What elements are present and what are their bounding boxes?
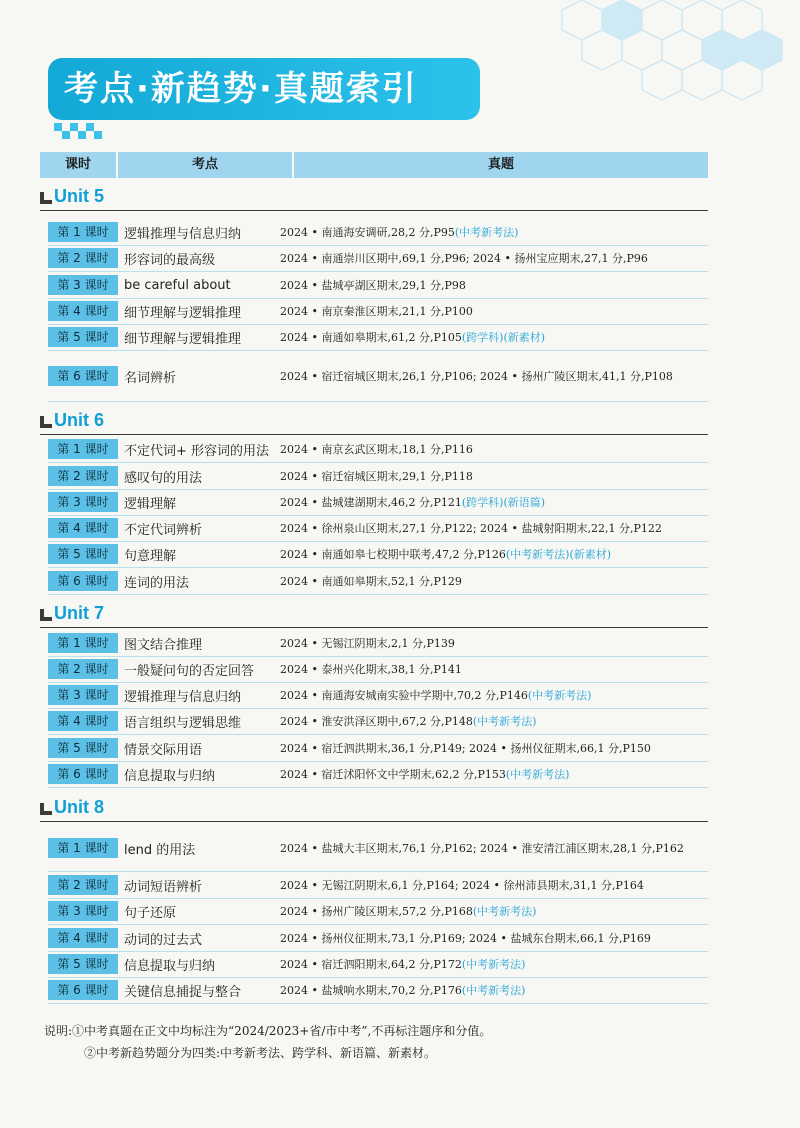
- unit-heading: [40, 412, 708, 435]
- source-cell: [280, 440, 708, 459]
- topic-cell: 连词的用法: [124, 575, 190, 591]
- source-cell: [280, 929, 708, 948]
- source-text: 2024 • 盐城响水期末,70,2 分,P176: [280, 983, 462, 997]
- topic-cell: 图文结合推理: [124, 637, 203, 653]
- lesson-badge: 第 4 课时: [48, 518, 118, 538]
- trend-tag: (跨学科)(新素材): [461, 330, 546, 344]
- table-row: [48, 298, 708, 325]
- source-cell: [280, 902, 708, 921]
- topic-cell: 细节理解与逻辑推理: [124, 305, 242, 321]
- topic-cell: 动词的过去式: [124, 932, 203, 948]
- source-cell: [280, 302, 708, 321]
- topic-cell: 形容词的最高级: [124, 252, 216, 268]
- source-cell: [280, 955, 708, 974]
- unit-heading: [40, 605, 708, 628]
- header-topic: 考点: [118, 152, 292, 178]
- source-cell: [280, 519, 708, 538]
- topic-cell: 动词短语辨析: [124, 879, 203, 895]
- corner-bracket-icon: [40, 803, 52, 815]
- source-cell: [280, 686, 708, 705]
- table-row: [48, 489, 708, 516]
- lesson-badge: 第 3 课时: [48, 901, 118, 921]
- source-text: 2024 • 南通如皋期末,61,2 分,P105: [280, 330, 462, 344]
- source-cell: [280, 876, 708, 895]
- topic-cell: 不定代词+ 形容词的用法: [124, 443, 270, 459]
- source-text: 2024 • 泰州兴化期末,38,1 分,P141: [280, 662, 462, 676]
- topic-cell: 逻辑推理与信息归纳: [124, 226, 242, 242]
- source-cell: [280, 765, 708, 784]
- header-source: 真题: [294, 152, 708, 178]
- notes: [44, 1020, 744, 1064]
- source-text: 2024 • 徐州泉山区期末,27,1 分,P122; 2024 • 盐城射阳期末,22,1 分,P122: [280, 521, 662, 535]
- table-row: [48, 925, 708, 952]
- source-text: 2024 • 南通海安城南实验中学期中,70,2 分,P146: [280, 688, 528, 702]
- lesson-badge: 第 5 课时: [48, 327, 118, 347]
- lesson-badge: 第 1 课时: [48, 222, 118, 242]
- source-cell: [280, 712, 708, 731]
- source-cell: [280, 276, 708, 295]
- lesson-badge: 第 6 课时: [48, 980, 118, 1000]
- lesson-badge: 第 1 课时: [48, 633, 118, 653]
- unit-heading: [40, 799, 708, 822]
- table-row: [48, 245, 708, 272]
- trend-tag: (中考新考法): [472, 714, 537, 728]
- table-row: [48, 656, 708, 683]
- trend-tag: (中考新考法): [454, 225, 519, 239]
- table-row: [48, 761, 708, 788]
- note-line-2: ②中考新趋势题分为四类:中考新考法、跨学科、新语篇、新素材。: [84, 1046, 437, 1060]
- title-decoration: [48, 123, 108, 141]
- topic-cell: 信息提取与归纳: [124, 958, 216, 974]
- source-text: 2024 • 宿迁泗洪期末,36,1 分,P149; 2024 • 扬州仪征期末,66,1 分,P150: [280, 741, 651, 755]
- table-row: [48, 568, 708, 595]
- table-row: [48, 515, 708, 542]
- table-row: [48, 682, 708, 709]
- trend-tag: (中考新考法): [472, 904, 537, 918]
- topic-cell: 不定代词辨析: [124, 522, 203, 538]
- topic-cell: 语言组织与逻辑思维: [124, 715, 242, 731]
- corner-bracket-icon: [40, 192, 52, 204]
- source-text: 2024 • 宿迁宿城区期末,29,1 分,P118: [280, 469, 473, 483]
- source-text: 2024 • 南通如皋七校期中联考,47,2 分,P126: [280, 547, 506, 561]
- lesson-badge: 第 1 课时: [48, 838, 118, 858]
- topic-cell: 情景交际用语: [124, 742, 203, 758]
- topic-cell: 一般疑问句的否定回答: [124, 663, 255, 679]
- lesson-badge: 第 6 课时: [48, 571, 118, 591]
- unit-name: Unit 5: [54, 186, 105, 206]
- topic-cell: 名词辨析: [124, 370, 177, 386]
- lesson-badge: 第 5 课时: [48, 544, 118, 564]
- lesson-badge: 第 5 课时: [48, 738, 118, 758]
- topic-cell: be careful about: [124, 277, 231, 293]
- trend-tag: (中考新考法): [461, 957, 526, 971]
- lesson-badge: 第 3 课时: [48, 492, 118, 512]
- source-cell: [280, 467, 708, 486]
- corner-bracket-icon: [40, 609, 52, 621]
- topic-cell: 细节理解与逻辑推理: [124, 331, 242, 347]
- table-row: [48, 463, 708, 490]
- lesson-badge: 第 4 课时: [48, 928, 118, 948]
- source-cell: [280, 493, 708, 512]
- source-text: 2024 • 盐城建湖期末,46,2 分,P121: [280, 495, 462, 509]
- source-cell: [280, 981, 708, 1000]
- source-cell: [280, 328, 708, 347]
- source-cell: [280, 545, 708, 564]
- lesson-badge: 第 5 课时: [48, 954, 118, 974]
- table-row: [48, 977, 708, 1004]
- unit-name: Unit 6: [54, 410, 105, 430]
- table-row: [48, 324, 708, 351]
- trend-tag: (中考新考法): [461, 983, 526, 997]
- unit-name: Unit 8: [54, 797, 105, 817]
- page-title: 考点·新趋势·真题索引: [48, 58, 480, 120]
- lesson-badge: 第 4 课时: [48, 711, 118, 731]
- source-text: 2024 • 扬州广陵区期末,57,2 分,P168: [280, 904, 473, 918]
- topic-cell: 信息提取与归纳: [124, 768, 216, 784]
- note-line-1: 说明:①中考真题在正文中均标注为“2024/2023+省/市中考”,不再标注题序和分值。: [44, 1024, 492, 1038]
- lesson-badge: 第 3 课时: [48, 685, 118, 705]
- topic-cell: lend 的用法: [124, 842, 196, 858]
- topic-cell: 句子还原: [124, 905, 177, 921]
- source-cell: [280, 739, 708, 758]
- lesson-badge: 第 2 课时: [48, 466, 118, 486]
- topic-cell: 关键信息捕捉与整合: [124, 984, 242, 1000]
- trend-tag: (中考新考法): [505, 767, 570, 781]
- table-row: [48, 898, 708, 925]
- unit-heading: [40, 188, 708, 211]
- source-cell: [280, 223, 708, 242]
- source-cell: [280, 249, 708, 268]
- source-text: 2024 • 盐城亭湖区期末,29,1 分,P98: [280, 278, 466, 292]
- table-row: [48, 735, 708, 762]
- trend-tag: (跨学科)(新语篇): [461, 495, 546, 509]
- source-cell: [280, 572, 708, 591]
- unit-name: Unit 7: [54, 603, 105, 623]
- lesson-badge: 第 2 课时: [48, 248, 118, 268]
- lesson-badge: 第 6 课时: [48, 764, 118, 784]
- table-row: [48, 825, 708, 872]
- source-cell: [280, 660, 708, 679]
- lesson-badge: 第 2 课时: [48, 875, 118, 895]
- trend-tag: (中考新考法): [527, 688, 592, 702]
- hexagon-pattern-decoration: [542, 0, 792, 120]
- source-text: 2024 • 南京秦淮区期末,21,1 分,P100: [280, 304, 473, 318]
- source-text: 2024 • 无锡江阴期末,6,1 分,P164; 2024 • 徐州沛县期末,31,1 分,P164: [280, 878, 644, 892]
- source-cell: [280, 634, 708, 653]
- source-text: 2024 • 扬州仪征期末,73,1 分,P169; 2024 • 盐城东台期末,66,1 分,P169: [280, 931, 651, 945]
- topic-cell: 句意理解: [124, 548, 177, 564]
- table-row: [48, 872, 708, 899]
- source-text: 2024 • 南京玄武区期末,18,1 分,P116: [280, 442, 473, 456]
- table-row: [48, 351, 708, 402]
- table-row: [48, 630, 708, 657]
- lesson-badge: 第 1 课时: [48, 439, 118, 459]
- source-text: 2024 • 盐城大丰区期末,76,1 分,P162; 2024 • 淮安清江浦区期末,28,1 分,P162: [280, 841, 684, 855]
- topic-cell: 感叹句的用法: [124, 470, 203, 486]
- header-lesson: 课时: [40, 152, 116, 178]
- source-text: 2024 • 宿迁泗阳期末,64,2 分,P172: [280, 957, 462, 971]
- table-row: [48, 708, 708, 735]
- source-text: 2024 • 南通如皋期末,52,1 分,P129: [280, 574, 462, 588]
- source-cell: [280, 839, 708, 858]
- table-row: [48, 951, 708, 978]
- source-text: 2024 • 宿迁宿城区期末,26,1 分,P106; 2024 • 扬州广陵区期末,41,1 分,P108: [280, 369, 673, 383]
- source-text: 2024 • 淮安洪泽区期中,67,2 分,P148: [280, 714, 473, 728]
- lesson-badge: 第 2 课时: [48, 659, 118, 679]
- lesson-badge: 第 4 课时: [48, 301, 118, 321]
- table-row: [48, 436, 708, 463]
- source-cell: [280, 367, 708, 386]
- table-row: [48, 541, 708, 568]
- topic-cell: 逻辑理解: [124, 496, 177, 512]
- table-header: [40, 152, 708, 178]
- source-text: 2024 • 无锡江阴期末,2,1 分,P139: [280, 636, 455, 650]
- topic-cell: 逻辑推理与信息归纳: [124, 689, 242, 705]
- corner-bracket-icon: [40, 416, 52, 428]
- source-text: 2024 • 南通崇川区期中,69,1 分,P96; 2024 • 扬州宝应期末,27,1 分,P96: [280, 251, 648, 265]
- lesson-badge: 第 6 课时: [48, 366, 118, 386]
- table-row: [48, 272, 708, 299]
- trend-tag: (中考新考法)(新素材): [505, 547, 612, 561]
- source-text: 2024 • 宿迁沭阳怀文中学期末,62,2 分,P153: [280, 767, 506, 781]
- lesson-badge: 第 3 课时: [48, 275, 118, 295]
- table-row: [48, 219, 708, 246]
- source-text: 2024 • 南通海安调研,28,2 分,P95: [280, 225, 455, 239]
